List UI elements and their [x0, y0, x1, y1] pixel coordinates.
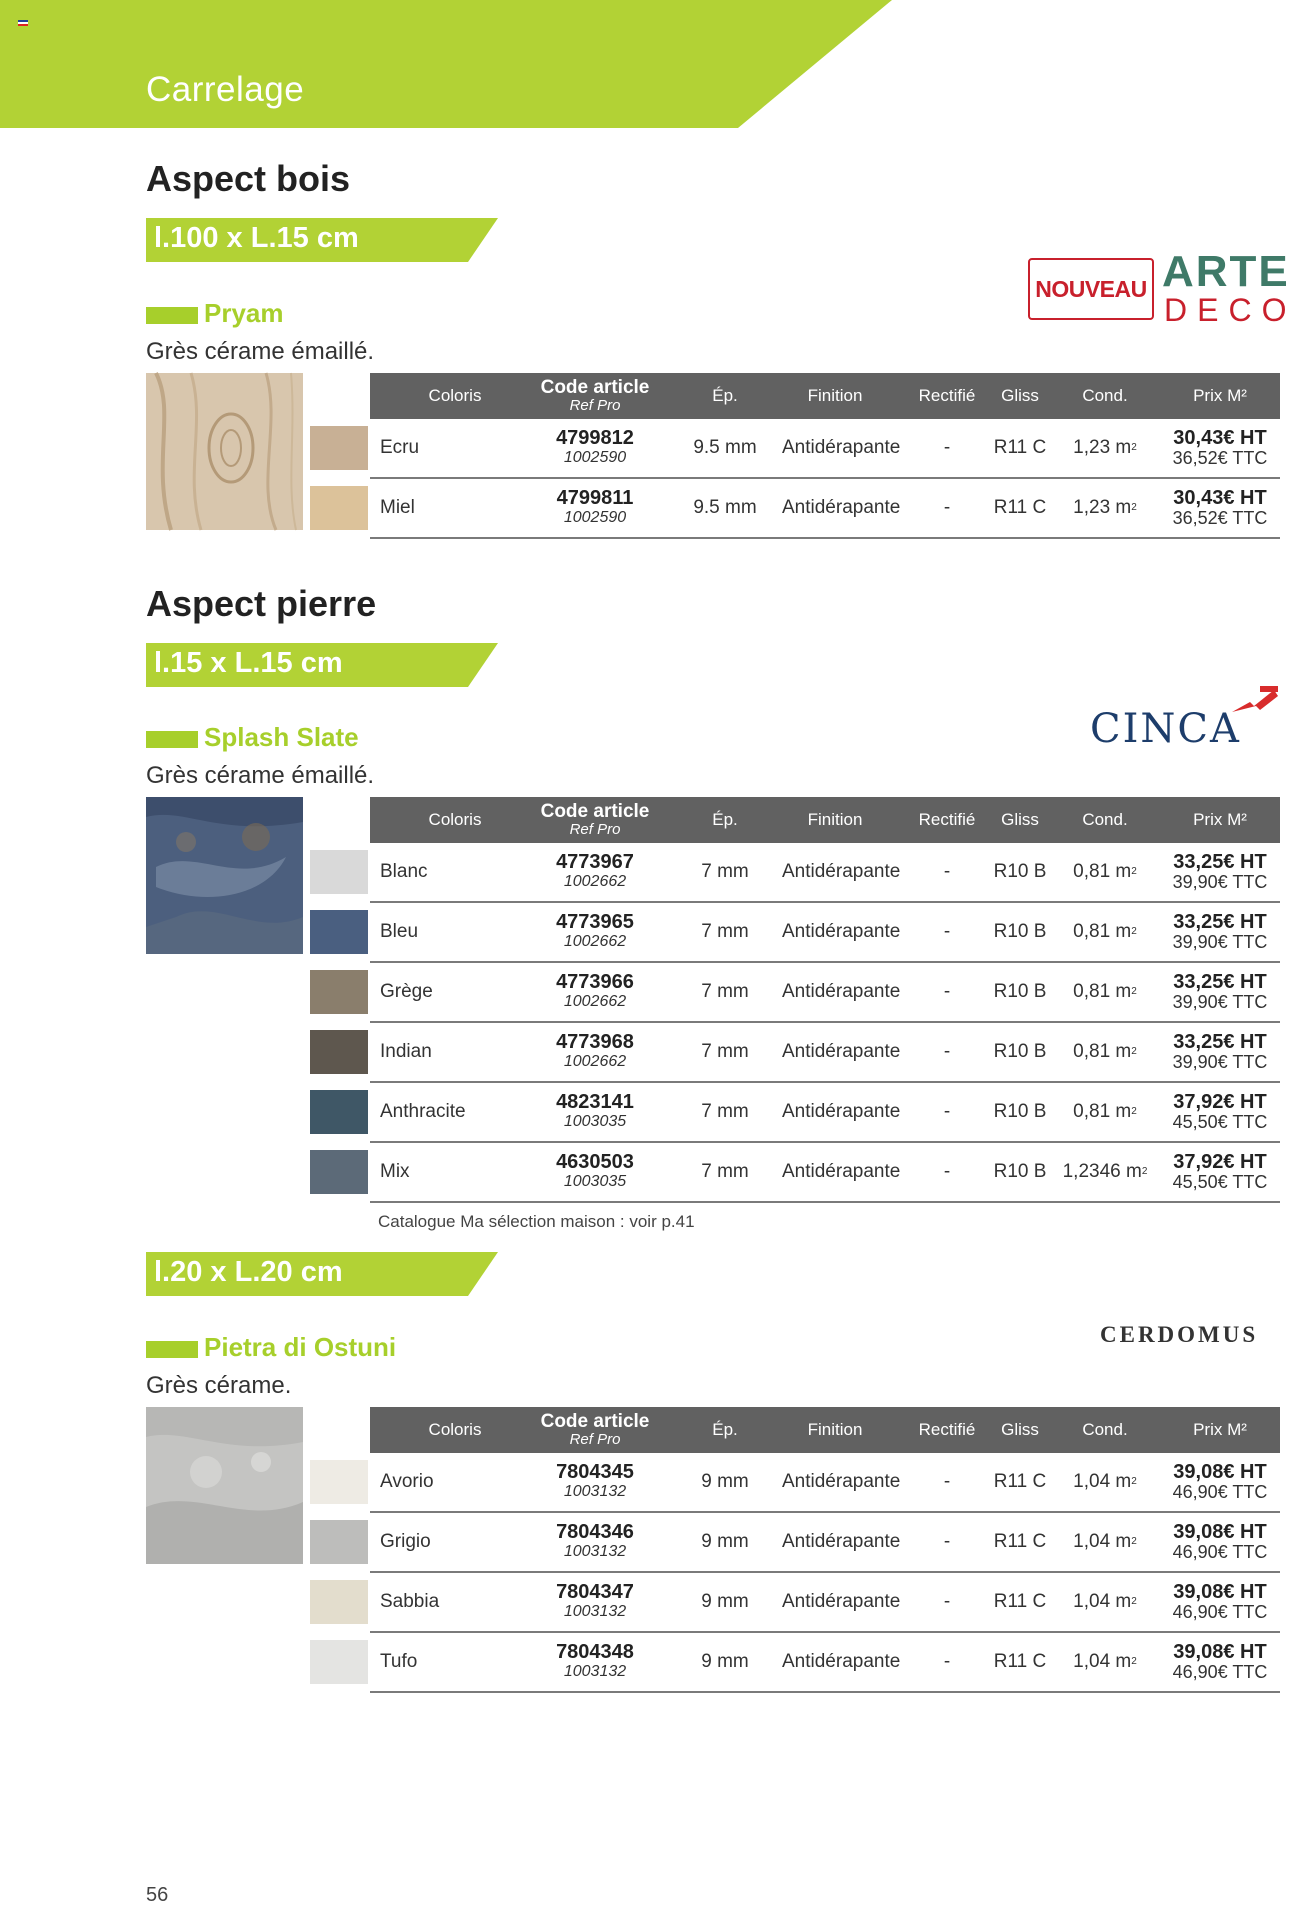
cell-gliss: R10 B — [993, 1161, 1047, 1182]
cell-cond: 0,81 m 2 — [1073, 861, 1137, 882]
header-banner — [0, 0, 1280, 130]
cell-finition: Antidérapante — [782, 437, 901, 458]
cell-code — [530, 1143, 660, 1201]
cond-value: 1,04 m — [1073, 1651, 1132, 1672]
brand-line-arte: ARTE — [1162, 247, 1290, 296]
cell-cond: 1,04 m 2 — [1073, 1591, 1137, 1612]
product-table-pryam — [370, 373, 1280, 539]
cell-cond: 1,04 m 2 — [1073, 1471, 1137, 1492]
cell-code — [530, 1573, 660, 1631]
color-swatch — [310, 1520, 368, 1564]
col-code-article — [530, 373, 660, 419]
cell-gliss: R10 B — [993, 981, 1047, 1002]
cell-ep: 9 mm — [701, 1591, 749, 1612]
cinca-logo — [1090, 684, 1280, 750]
table-header — [370, 1407, 1280, 1453]
ref-pro: 1003132 — [563, 1603, 627, 1620]
col-gliss: Gliss — [1001, 386, 1039, 405]
price-ht: 30,43€ HT — [1173, 427, 1267, 449]
cell-prix — [1160, 843, 1280, 901]
ref-pro: 1002590 — [563, 509, 627, 526]
cell-coloris: Avorio — [380, 1471, 434, 1492]
ref-pro: 1003035 — [563, 1113, 627, 1130]
col-prix: Prix M² — [1193, 386, 1247, 405]
table-body — [370, 419, 1280, 539]
cell-prix — [1160, 1573, 1280, 1631]
cell-cond: 0,81 m 2 — [1073, 1041, 1137, 1062]
cell-ep: 9 mm — [701, 1471, 749, 1492]
color-swatch — [310, 1030, 368, 1074]
table-row — [370, 1453, 1280, 1513]
table-row — [370, 1083, 1280, 1143]
col-coloris: Coloris — [428, 386, 482, 405]
cell-prix — [1160, 1453, 1280, 1511]
cell-rectifie: - — [943, 921, 951, 942]
price-ttc: 36,52€ TTC — [1172, 508, 1268, 528]
ref-pro: 1003132 — [563, 1543, 627, 1560]
col-prix: Prix M² — [1193, 810, 1247, 829]
product-table-splash-slate — [370, 797, 1280, 1203]
col-gliss: Gliss — [1001, 1420, 1039, 1439]
color-swatch — [310, 1580, 368, 1624]
cell-coloris: Miel — [380, 497, 415, 518]
cell-code — [530, 1633, 660, 1691]
price-ht: 33,25€ HT — [1173, 1031, 1267, 1053]
col-prix: Prix M² — [1193, 1420, 1247, 1439]
cell-ep: 9.5 mm — [693, 437, 757, 458]
cell-gliss: R11 C — [993, 1471, 1047, 1492]
product-description: Grès cérame. — [146, 1372, 292, 1399]
cond-value: 0,81 m — [1073, 921, 1132, 942]
cond-value: 1,04 m — [1073, 1471, 1132, 1492]
price-ttc: 39,90€ TTC — [1172, 872, 1268, 892]
article-code: 4799812 — [556, 427, 634, 449]
cell-ep: 7 mm — [701, 1161, 749, 1182]
dimension-label: l.100 x L.15 cm — [154, 222, 359, 254]
col-code-article — [530, 797, 660, 843]
arte-deco-logo — [1026, 247, 1296, 328]
cell-gliss: R11 C — [993, 1531, 1047, 1552]
ref-pro: 1002662 — [563, 1053, 627, 1070]
price-ttc: 39,90€ TTC — [1172, 1052, 1268, 1072]
article-code: 7804345 — [556, 1461, 634, 1483]
cell-gliss: R11 C — [993, 437, 1047, 458]
cell-coloris: Bleu — [380, 921, 419, 942]
cell-finition: Antidérapante — [782, 861, 901, 882]
article-code: 4773965 — [556, 911, 634, 933]
product-description: Grès cérame émaillé. — [146, 338, 375, 365]
cell-rectifie: - — [943, 1041, 951, 1062]
cell-coloris: Grège — [380, 981, 433, 1002]
cell-finition: Antidérapante — [782, 497, 901, 518]
col-code-label: Code article — [540, 801, 650, 822]
cell-finition: Antidérapante — [782, 1041, 901, 1062]
dimension-label: l.15 x L.15 cm — [154, 647, 343, 679]
cell-ep: 9 mm — [701, 1531, 749, 1552]
cell-ep: 9 mm — [701, 1651, 749, 1672]
cell-gliss: R11 C — [993, 497, 1047, 518]
table-body — [370, 1453, 1280, 1693]
cell-code — [530, 1513, 660, 1571]
cell-rectifie: - — [943, 1651, 951, 1672]
cell-cond: 1,23 m 2 — [1073, 437, 1137, 458]
cell-ep: 9.5 mm — [693, 497, 757, 518]
table-row — [370, 903, 1280, 963]
cell-rectifie: - — [943, 437, 951, 458]
product-marker — [146, 731, 198, 748]
product-table-pietra-di-ostuni — [370, 1407, 1280, 1693]
cell-cond: 1,23 m 2 — [1073, 497, 1137, 518]
col-cond: Cond. — [1082, 386, 1128, 405]
cell-code — [530, 843, 660, 901]
table-row — [370, 1143, 1280, 1203]
article-code: 7804346 — [556, 1521, 634, 1543]
cond-value: 0,81 m — [1073, 981, 1132, 1002]
col-ref-label: Ref Pro — [569, 821, 621, 838]
price-ttc: 39,90€ TTC — [1172, 992, 1268, 1012]
price-ht: 37,92€ HT — [1173, 1151, 1267, 1173]
cell-rectifie: - — [943, 1161, 951, 1182]
section-title-aspect-bois: Aspect bois — [146, 158, 351, 199]
table-row — [370, 1573, 1280, 1633]
cond-value: 1,04 m — [1073, 1591, 1132, 1612]
flag-icon — [18, 20, 28, 26]
cond-value: 1,23 m — [1073, 497, 1132, 518]
brand-line-deco: DECO — [1164, 292, 1296, 328]
col-ep: Ép. — [712, 1420, 738, 1439]
price-ht: 39,08€ HT — [1173, 1521, 1267, 1543]
cell-prix — [1160, 903, 1280, 961]
price-ttc: 46,90€ TTC — [1172, 1602, 1268, 1622]
table-row — [370, 419, 1280, 479]
price-ttc: 45,50€ TTC — [1172, 1172, 1268, 1192]
article-code: 7804348 — [556, 1641, 634, 1663]
cell-prix — [1160, 1513, 1280, 1571]
cell-ep: 7 mm — [701, 981, 749, 1002]
cell-coloris: Tufo — [380, 1651, 418, 1672]
price-ht: 39,08€ HT — [1173, 1581, 1267, 1603]
cell-finition: Antidérapante — [782, 1591, 901, 1612]
color-swatch — [310, 910, 368, 954]
cell-finition: Antidérapante — [782, 1101, 901, 1122]
cell-prix — [1160, 1023, 1280, 1081]
cell-cond: 0,81 m 2 — [1073, 921, 1137, 942]
cell-cond: 1,04 m 2 — [1073, 1651, 1137, 1672]
cell-coloris: Mix — [380, 1161, 410, 1182]
product-photo-slate — [146, 797, 303, 954]
cell-cond: 1,04 m 2 — [1073, 1531, 1137, 1552]
cell-code — [530, 903, 660, 961]
cell-ep: 7 mm — [701, 1101, 749, 1122]
cell-coloris: Ecru — [380, 437, 420, 458]
table-row — [370, 963, 1280, 1023]
dimension-label: l.20 x L.20 cm — [154, 1256, 343, 1288]
cell-coloris: Grigio — [380, 1531, 431, 1552]
cell-coloris: Indian — [380, 1041, 432, 1062]
col-rectifie: Rectifié — [918, 1420, 976, 1439]
cell-coloris: Blanc — [380, 861, 428, 882]
cell-finition: Antidérapante — [782, 1651, 901, 1672]
cond-value: 0,81 m — [1073, 861, 1132, 882]
article-code: 4823141 — [556, 1091, 634, 1113]
col-finition: Finition — [807, 386, 863, 405]
ref-pro: 1003035 — [563, 1173, 627, 1190]
cond-value: 0,81 m — [1073, 1101, 1132, 1122]
page-title: Carrelage — [146, 70, 305, 109]
color-swatch — [310, 1460, 368, 1504]
col-code-article — [530, 1407, 660, 1453]
price-ht: 33,25€ HT — [1173, 971, 1267, 993]
cell-rectifie: - — [943, 981, 951, 1002]
article-code: 4630503 — [556, 1151, 634, 1173]
col-ep: Ép. — [712, 810, 738, 829]
table-row — [370, 843, 1280, 903]
article-code: 4773966 — [556, 971, 634, 993]
product-marker — [146, 1341, 198, 1358]
cell-gliss: R10 B — [993, 1041, 1047, 1062]
article-code: 4773967 — [556, 851, 634, 873]
cell-rectifie: - — [943, 861, 951, 882]
cinca-wordmark: CINCA — [1090, 706, 1241, 752]
dimension-tag — [146, 643, 498, 687]
color-swatch — [310, 1150, 368, 1194]
cell-rectifie: - — [943, 1591, 951, 1612]
table-header — [370, 373, 1280, 419]
dimension-tag — [146, 218, 498, 262]
col-finition: Finition — [807, 810, 863, 829]
cell-finition: Antidérapante — [782, 981, 901, 1002]
cell-code — [530, 419, 660, 477]
col-cond: Cond. — [1082, 810, 1128, 829]
cell-prix — [1160, 1143, 1280, 1201]
color-swatch — [310, 426, 368, 470]
product-name-label: Pietra di Ostuni — [204, 1332, 397, 1362]
product-photo-wood — [146, 373, 303, 530]
cell-rectifie: - — [943, 1531, 951, 1552]
price-ht: 33,25€ HT — [1173, 911, 1267, 933]
cell-coloris: Sabbia — [380, 1591, 440, 1612]
catalogue-note: Catalogue Ma sélection maison : voir p.41 — [378, 1212, 695, 1231]
price-ttc: 46,90€ TTC — [1172, 1542, 1268, 1562]
product-name-label: Splash Slate — [204, 722, 359, 752]
cell-gliss: R10 B — [993, 861, 1047, 882]
page-number: 56 — [146, 1884, 169, 1906]
color-swatch — [310, 850, 368, 894]
cell-gliss: R10 B — [993, 1101, 1047, 1122]
cell-code — [530, 1083, 660, 1141]
cond-value: 1,04 m — [1073, 1531, 1132, 1552]
col-finition: Finition — [807, 1420, 863, 1439]
nouveau-badge: NOUVEAU — [1028, 258, 1154, 320]
price-ttc: 46,90€ TTC — [1172, 1482, 1268, 1502]
ref-pro: 1002662 — [563, 873, 627, 890]
cell-cond: 1,2346 m 2 — [1062, 1161, 1148, 1182]
banner-shape — [0, 0, 1280, 130]
price-ht: 39,08€ HT — [1173, 1641, 1267, 1663]
cell-ep: 7 mm — [701, 1041, 749, 1062]
table-row — [370, 1633, 1280, 1693]
cell-prix — [1160, 1083, 1280, 1141]
cinca-flag-icon — [1230, 684, 1280, 718]
col-gliss: Gliss — [1001, 810, 1039, 829]
cell-prix — [1160, 479, 1280, 537]
color-swatch — [310, 970, 368, 1014]
col-ep: Ép. — [712, 386, 738, 405]
col-ref-label: Ref Pro — [569, 397, 621, 414]
cell-prix — [1160, 963, 1280, 1021]
cell-finition: Antidérapante — [782, 1531, 901, 1552]
color-swatch — [310, 486, 368, 530]
table-row — [370, 1513, 1280, 1573]
cell-code — [530, 1023, 660, 1081]
cell-finition: Antidérapante — [782, 1471, 901, 1492]
cell-gliss: R10 B — [993, 921, 1047, 942]
table-row — [370, 479, 1280, 539]
cell-ep: 7 mm — [701, 861, 749, 882]
ref-pro: 1002590 — [563, 449, 627, 466]
cell-prix — [1160, 1633, 1280, 1691]
cell-coloris: Anthracite — [380, 1101, 466, 1122]
cell-cond: 0,81 m 2 — [1073, 1101, 1137, 1122]
price-ttc: 45,50€ TTC — [1172, 1112, 1268, 1132]
ref-pro: 1002662 — [563, 933, 627, 950]
article-code: 4799811 — [556, 487, 634, 509]
table-row — [370, 1023, 1280, 1083]
cell-finition: Antidérapante — [782, 921, 901, 942]
price-ht: 37,92€ HT — [1173, 1091, 1267, 1113]
cell-prix — [1160, 419, 1280, 477]
color-swatch — [310, 1090, 368, 1134]
cell-rectifie: - — [943, 1101, 951, 1122]
price-ht: 39,08€ HT — [1173, 1461, 1267, 1483]
price-ht: 33,25€ HT — [1173, 851, 1267, 873]
product-marker — [146, 307, 198, 324]
cell-code — [530, 963, 660, 1021]
col-code-label: Code article — [540, 1411, 650, 1432]
cell-gliss: R11 C — [993, 1591, 1047, 1612]
cell-ep: 7 mm — [701, 921, 749, 942]
dimension-tag — [146, 1252, 498, 1296]
product-description: Grès cérame émaillé. — [146, 762, 375, 789]
cell-rectifie: - — [943, 497, 951, 518]
product-photo-stone — [146, 1407, 303, 1564]
cond-value: 1,2346 m — [1062, 1161, 1142, 1182]
cerdomus-logo: CERDOMUS — [1100, 1322, 1259, 1347]
cell-cond: 0,81 m 2 — [1073, 981, 1137, 1002]
cell-rectifie: - — [943, 1471, 951, 1492]
price-ttc: 46,90€ TTC — [1172, 1662, 1268, 1682]
product-name-label: Pryam — [204, 298, 284, 328]
cell-code — [530, 479, 660, 537]
ref-pro: 1002662 — [563, 993, 627, 1010]
article-code: 7804347 — [556, 1581, 634, 1603]
col-code-label: Code article — [540, 377, 650, 398]
ref-pro: 1003132 — [563, 1483, 627, 1500]
color-swatch — [310, 1640, 368, 1684]
ref-pro: 1003132 — [563, 1663, 627, 1680]
col-coloris: Coloris — [428, 810, 482, 829]
col-ref-label: Ref Pro — [569, 1431, 621, 1448]
price-ttc: 39,90€ TTC — [1172, 932, 1268, 952]
table-body — [370, 843, 1280, 1203]
section-title-aspect-pierre: Aspect pierre — [146, 583, 377, 624]
cond-value: 0,81 m — [1073, 1041, 1132, 1062]
cell-finition: Antidérapante — [782, 1161, 901, 1182]
price-ttc: 36,52€ TTC — [1172, 448, 1268, 468]
col-rectifie: Rectifié — [918, 386, 976, 405]
cell-gliss: R11 C — [993, 1651, 1047, 1672]
article-code: 4773968 — [556, 1031, 634, 1053]
col-cond: Cond. — [1082, 1420, 1128, 1439]
price-ht: 30,43€ HT — [1173, 487, 1267, 509]
col-coloris: Coloris — [428, 1420, 482, 1439]
col-rectifie: Rectifié — [918, 810, 976, 829]
cell-code — [530, 1453, 660, 1511]
table-header — [370, 797, 1280, 843]
cond-value: 1,23 m — [1073, 437, 1132, 458]
